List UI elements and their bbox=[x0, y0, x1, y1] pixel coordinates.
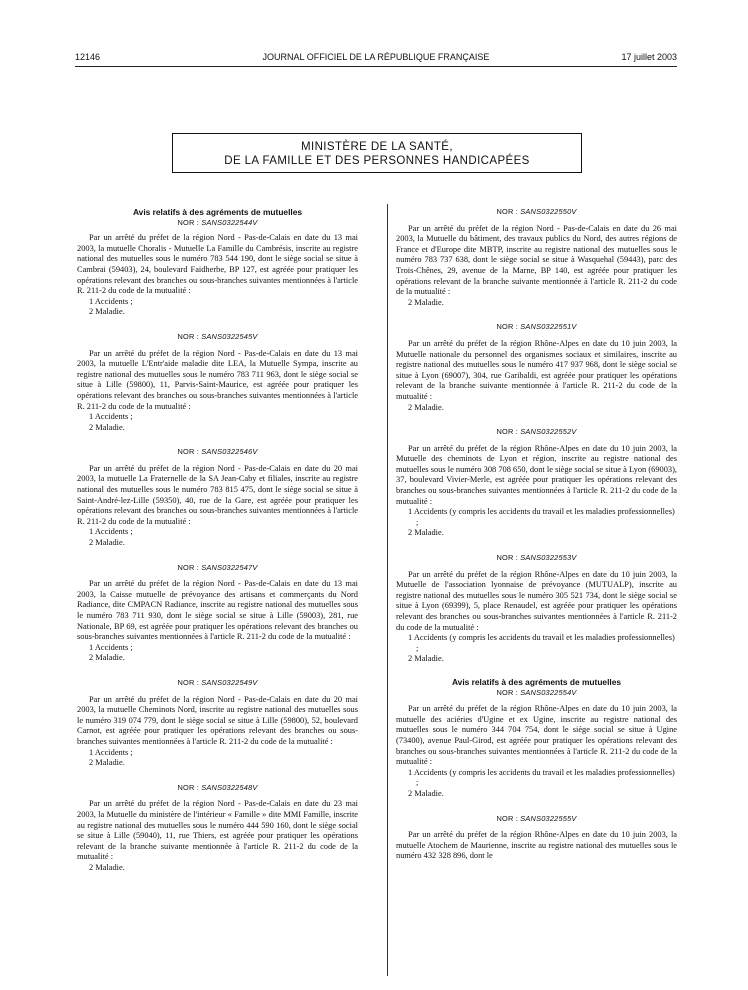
notice-text: Par un arrêté du préfet de la région Nord - Pas-de-Calais en date du 23 mai 2003, la Mutuelle du ministère de l'intérieur « Famille » dite MMI Famille, inscrite au registre national des mutuelles sous le numéro 444 590 160, dont le siège social se situe à Lille (59040), 11, rue Thiers, est agréée pour pratiquer les opérations relevant de la branche suivante mentionnée à l'article R. 211-2 du code de la mutualité : bbox=[77, 799, 358, 862]
notice-entry bbox=[77, 563, 358, 664]
branch-item: 1 Accidents ; bbox=[89, 642, 133, 652]
branch-item: 2 Maladie. bbox=[89, 307, 125, 317]
branch-item: 1 Accidents (y compris les accidents du travail et les maladies professionnelles) ; bbox=[408, 507, 675, 527]
notice-entry bbox=[396, 322, 677, 413]
nor-reference: NOR : SANS0322555V bbox=[496, 813, 577, 823]
branch-item: 2 Maladie. bbox=[408, 528, 444, 538]
notice-entry bbox=[396, 427, 677, 539]
branch-item: 2 Maladie. bbox=[89, 538, 125, 548]
notice-text: Par un arrêté du préfet de la région Rhône-Alpes en date du 10 juin 2003, la Mutuelle des cheminots de Lyon et région, inscrite au registre national des mutuelles sous le numéro 308 708 650, dont le siège social se situe à Lyon (69003), 37, boulevard Vivier-Merle, est agréée pour pratiquer les opérations relevant des branches ou sous-branches suivantes mentionnées à l'article R. 211-2 du code de la mutualité : bbox=[396, 443, 677, 506]
notice-entry bbox=[77, 332, 358, 433]
branch-item: 2 Maladie. bbox=[408, 402, 444, 412]
ministry-title-line-2: DE LA FAMILLE ET DES PERSONNES HANDICAPÉES bbox=[224, 155, 530, 167]
nor-reference: NOR : SANS0322546V bbox=[177, 447, 258, 457]
notice-entry bbox=[396, 207, 677, 308]
branch-item: 1 Accidents (y compris les accidents du travail et les maladies professionnelles) ; bbox=[408, 633, 675, 653]
publication-date: 17 juillet 2003 bbox=[621, 52, 677, 62]
branch-item: 2 Maladie. bbox=[408, 654, 444, 664]
nor-reference: NOR : SANS0322547V bbox=[177, 562, 258, 572]
section-title: Avis relatifs à des agréments de mutuelles bbox=[451, 676, 622, 687]
nor-reference: NOR : SANS0322550V bbox=[496, 207, 577, 216]
notice-text: Par un arrêté du préfet de la région Nord - Pas-de-Calais en date du 13 mai 2003, la mutuelle Choralis - Mutuelle La Famille du Cambrésis, inscrite au registre national des mutuelles sous le numéro 783 544 190, dont le siège social se situe à Cambrai (59403), 24, boulevard Faidherbe, BP 127, est agréée pour pratiquer les opérations relevant des branches ou sous-branches suivantes mentionnées à l'article R. 211-2 du code de la mutualité : bbox=[77, 233, 358, 296]
notice-entry bbox=[396, 688, 677, 800]
notice-text: Par un arrêté du préfet de la région Rhône-Alpes en date du 10 juin 2003, la mutuelle des aciéries d'Ugine et ex Ugine, inscrite au registre national des mutuelles sous le numéro 344 704 754, dont le siège social se situe à Ugine (73400), avenue Paul-Girod, est agréée pour pratiquer les opérations relevant des branches ou sous-branches suivantes mentionnées à l'article R. 211-2 du code de la mutualité : bbox=[396, 704, 677, 767]
notice-entry bbox=[77, 783, 358, 874]
notice-text: Par un arrêté du préfet de la région Nord - Pas-de-Calais en date du 13 mai 2003, la mutuelle L'Entr'aide maladie dite LEA, la Mutuelle Sympa, inscrite au registre national des mutuelles sous le numéro 783 711 963, dont le siège social se situe à Lille (59800), 11, Parvis-Saint-Maurice, est agréée pour pratiquer les opérations relevant des branches ou sous-branches suivantes mentionnées à l'article R. 211-2 du code de la mutualité : bbox=[77, 348, 358, 411]
notice-text: Par un arrêté du préfet de la région Rhône-Alpes en date du 10 juin 2003, la mutuelle Atochem de Maurienne, inscrite au registre national des mutuelles sous le numéro 432 328 896, dont le bbox=[396, 830, 677, 861]
right-column bbox=[396, 207, 677, 862]
branch-item: 2 Maladie. bbox=[408, 788, 444, 798]
branch-item: 1 Accidents (y compris les accidents du travail et les maladies professionnelles) ; bbox=[408, 767, 675, 788]
ministry-title-line-1: MINISTÈRE DE LA SANTÉ, bbox=[301, 141, 453, 153]
section-title: Avis relatifs à des agréments de mutuelles bbox=[132, 207, 303, 217]
nor-reference: NOR : SANS0322549V bbox=[177, 677, 258, 687]
nor-reference: NOR : SANS0322552V bbox=[496, 427, 577, 437]
nor-reference: NOR : SANS0322551V bbox=[496, 322, 577, 332]
notice-text: Par un arrêté du préfet de la région Nord - Pas-de-Calais en date du 20 mai 2003, la mutuelle La Fraternelle de la SA Jean-Caby et filiales, inscrite au registre national des mutuelles sous le numéro 783 815 475, dont le siège social se situe à Saint-André-lez-Lille (59350), 40, rue de la Gare, est agréée pour pratiquer les opérations relevant des branches ou sous-branches suivantes mentionnées à l'article R. 211-2 du code de la mutualité : bbox=[77, 463, 358, 526]
page-header bbox=[75, 50, 677, 64]
branch-item: 2 Maladie. bbox=[89, 422, 125, 432]
notice-text: Par un arrêté du préfet de la région Rhône-Alpes en date du 10 juin 2003, la Mutuelle de l'association lyonnaise de prévoyance (MUTUALP), inscrite au registre national des mutuelles sous le numéro 305 521 734, dont le siège social se situe à Lyon (69399), 5, place Renaudel, est agréée pour pratiquer les opérations relevant des branches ou sous-branches suivantes mentionnées à l'article R. 211-2 du code de la mutualité : bbox=[396, 569, 677, 632]
notice-text: Par un arrêté du préfet de la région Nord - Pas-de-Calais en date du 26 mai 2003, la Mutuelle du bâtiment, des travaux publics du Nord, des autres régions de France et d'Europe dite MBTP, inscrite au registre national des mutuelles sous le numéro 783 737 638, dont le siège social se situe à Wasquehal (59443), parc des Trois-Chênes, 29, avenue de la Marne, BP 140, est agréée pour pratiquer les opérations relevant de la branche suivante mentionnée à l'article R. 211-2 du code de la mutualité : bbox=[396, 223, 677, 297]
nor-reference: NOR : SANS0322544V bbox=[177, 217, 258, 227]
nor-reference: NOR : SANS0322548V bbox=[177, 782, 258, 792]
column-divider bbox=[387, 204, 388, 976]
branch-item: 2 Maladie. bbox=[89, 653, 125, 663]
notice-text: Par un arrêté du préfet de la région Rhône-Alpes en date du 10 juin 2003, la Mutuelle nationale du personnel des organismes sociaux et similaires, inscrite au registre national des mutuelles sous le numéro 417 937 968, dont le siège social se situe à Lyon (69007), 304, rue Garibaldi, est agréée pour pratiquer les opérations relevant de la branche suivante mentionnée à l'article R. 211-2 du code de la mutualité : bbox=[396, 338, 677, 401]
branch-item: 2 Maladie. bbox=[89, 862, 125, 872]
notice-entry bbox=[77, 447, 358, 548]
notice-entry bbox=[77, 678, 358, 769]
branch-item: 1 Accidents ; bbox=[89, 747, 133, 757]
ministry-heading-box bbox=[172, 133, 582, 173]
branch-item: 2 Maladie. bbox=[408, 297, 444, 307]
journal-title: JOURNAL OFFICIEL DE LA RÉPUBLIQUE FRANÇAISE bbox=[262, 52, 490, 62]
notice-text: Par un arrêté du préfet de la région Nord - Pas-de-Calais en date du 20 mai 2003, la mutuelle Cheminots Nord, inscrite au registre national des mutuelles sous le numéro 319 074 779, dont le siège social se situe à Lille (59800), 52, boulevard Carnot, est agréée pour pratiquer les opérations relevant des branches ou sous-branches suivantes mentionnées à l'article R. 211-2 du code de la mutualité : bbox=[77, 694, 358, 746]
left-column bbox=[77, 207, 358, 873]
branch-item: 1 Accidents ; bbox=[89, 527, 133, 537]
notice-text: Par un arrêté du préfet de la région Nord - Pas-de-Calais en date du 13 mai 2003, la Caisse mutuelle de prévoyance des artisans et commerçants du Nord Radiance, dite CMPACN Radiance, inscrite au registre national des mutuelles sous le numéro 783 711 930, dont le siège social se situe à Lille (59003), 281, rue Nationale, BP 69, est agréée pour pratiquer les opérations relevant des branches ou sous-branches suivantes mentionnées à l'article R. 211-2 du code de la mutualité : bbox=[77, 579, 358, 642]
nor-reference: NOR : SANS0322553V bbox=[496, 553, 577, 563]
branch-item: 2 Maladie. bbox=[89, 758, 125, 768]
notice-entry bbox=[396, 814, 677, 862]
branch-item: 1 Accidents ; bbox=[89, 296, 133, 306]
notice-entry bbox=[396, 553, 677, 665]
header-rule bbox=[75, 66, 677, 67]
page-number: 12146 bbox=[75, 52, 101, 62]
notice-entry bbox=[77, 218, 358, 318]
nor-reference: NOR : SANS0322545V bbox=[177, 331, 258, 341]
branch-item: 1 Accidents ; bbox=[89, 412, 133, 422]
nor-reference: NOR : SANS0322554V bbox=[496, 687, 577, 697]
